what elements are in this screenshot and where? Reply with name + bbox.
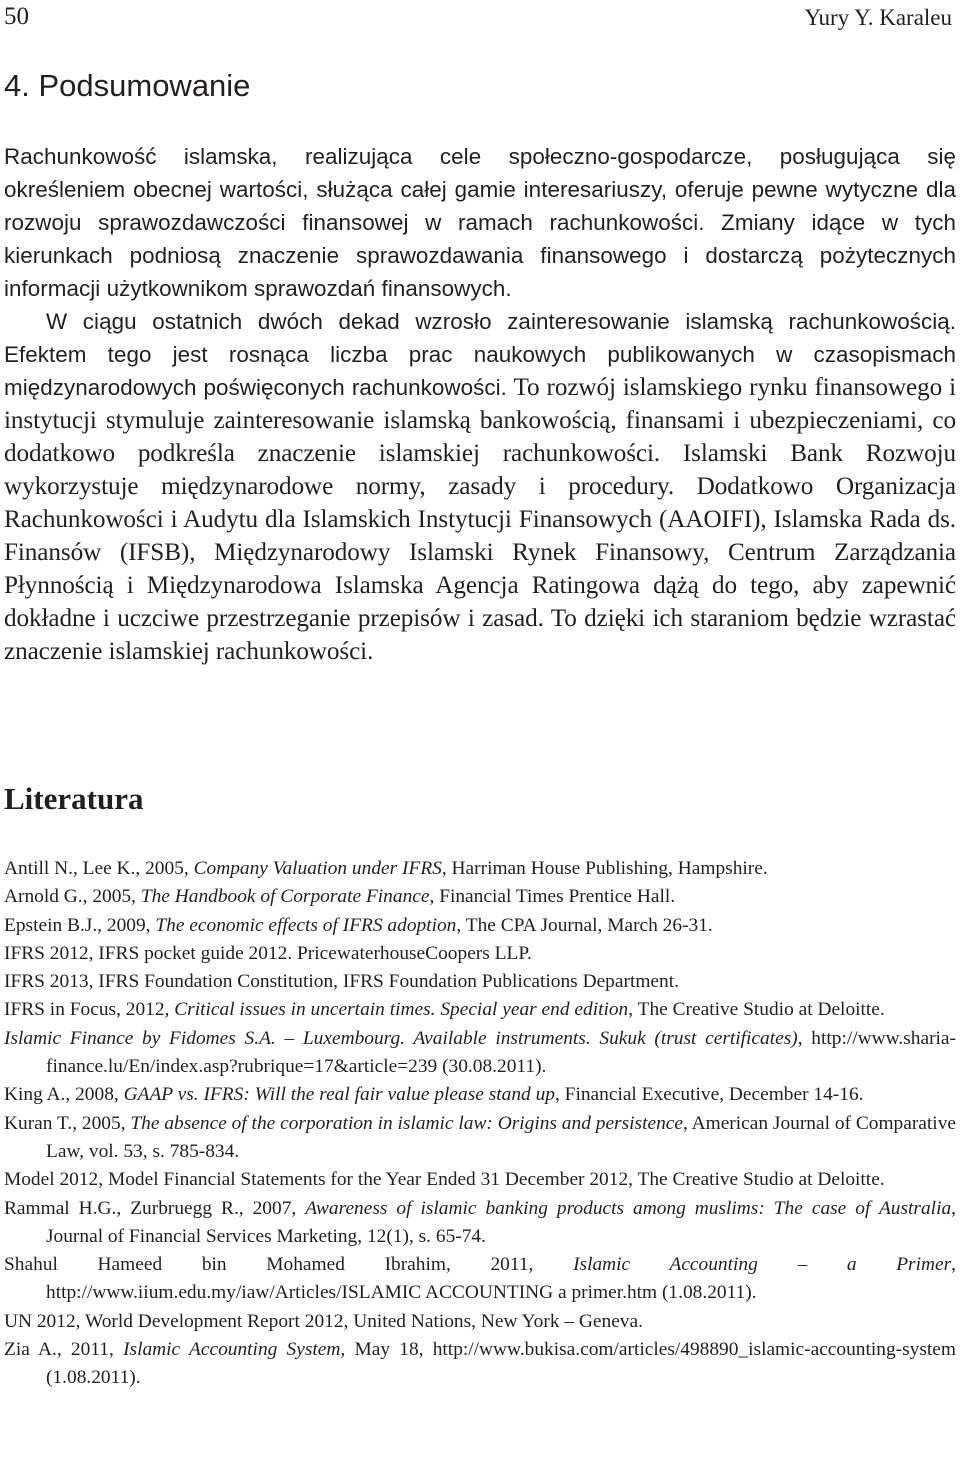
ref-text: , The CPA Journal, March 26-31. — [456, 914, 713, 936]
reference-item — [4, 1251, 956, 1308]
ref-title: Islamic Accounting System — [123, 1339, 341, 1361]
ref-text: IFRS in Focus, 2012, — [4, 999, 175, 1021]
reference-item — [4, 1195, 956, 1252]
reference-item — [4, 1308, 956, 1336]
reference-item — [4, 968, 956, 996]
section-title: 4. Podsumowanie — [4, 68, 251, 103]
ref-text: Arnold G., 2005, — [4, 886, 141, 908]
running-head-author: Yury Y. Karaleu — [804, 5, 952, 30]
ref-text: , The Creative Studio at Deloitte. — [628, 999, 885, 1021]
reference-item — [4, 883, 956, 911]
ref-text: , American Journal of Comparative Law, vol. 53, s. 785-834. — [46, 1112, 956, 1162]
ref-text: UN 2012, World Development Report 2012, United Nations, New York – Geneva. — [4, 1310, 643, 1332]
ref-title: Company Valuation under IFRS — [193, 858, 442, 879]
paragraph-2-part-a: W ciągu ostatnich dwóch dekad wzrosło zainteresowanie islamską rachunkowością. Efektem tego jest rosnąca liczba prac naukowych publikowanych w czasopismach międzynarodowych poświęconych rachunkowości. — [4, 309, 956, 400]
paragraph-1: Rachunkowość islamska, realizująca cele społeczno-gospodarcze, posługująca się określeniem obecnej wartości, służąca całej gamie interesariuszy, oferuje pewne wytyczne dla rozwoju sprawozdawczości finansowej w ramach rachunkowości. Zmiany idące w tych kierunkach podniosą znaczenie sprawozdawania finansowego i dostarczą pożytecznych informacji użytkownikom sprawozdań finansowych. — [4, 144, 956, 301]
ref-text: , Harriman House Publishing, Hampshire. — [441, 858, 768, 879]
section-body — [4, 140, 956, 668]
ref-text: , Journal of Financial Services Marketing, 12(1), s. 65-74. — [46, 1197, 957, 1247]
ref-text: Model 2012, Model Financial Statements for the Year Ended 31 December 2012, The Creative Studio at Deloitte. — [4, 1169, 885, 1191]
reference-item — [4, 1336, 956, 1393]
ref-title: GAAP vs. IFRS: Will the real fair value please stand up — [123, 1084, 555, 1106]
reference-item — [4, 1025, 956, 1082]
ref-title: Critical issues in uncertain times. Special year end edition — [174, 999, 629, 1021]
ref-text: Rammal H.G., Zurbruegg R., 2007, — [4, 1197, 306, 1219]
reference-item — [4, 912, 956, 940]
ref-text: Antill N., Lee K., 2005, — [4, 858, 194, 879]
paragraph-2-part-b: To rozwój islamskiego rynku finansowego i instytucji stymuluje zainteresowanie islamską bankowością, finansami i ubezpieczeniami, co dodatkowo podkreśla znaczenie islamskiej rachunkowości. Islamski Bank Rozwoju wykorzystuje międzynarodowe normy, zasady i procedury. Dodatkowo Organizacja Rachunkowości i Audytu dla Islamskich Instytucji Finansowych (AAOIFI), Islamska Rada ds. Finansów (IFSB), Międzynarodowy Islamski Rynek Finansowy, Centrum Zarządzania Płynnością i Międzynarodowa Islamska Agencja Ratingowa dążą do tego, aby zapewnić dokładne i uczciwe przestrzeganie przepisów i zasad. To dzięki ich staraniom będzie wzrastać znaczenie islamskiej rachunkowości. — [4, 374, 956, 665]
literature-title: Literatura — [4, 781, 144, 816]
paragraph-2 — [4, 305, 956, 668]
page-number: 50 — [4, 3, 29, 30]
ref-text: Zia A., 2011, — [4, 1339, 124, 1361]
ref-text: , http://www.sharia-finance.lu/En/index.asp?rubrique=17&article=239 (30.08.2011). — [46, 1027, 956, 1078]
ref-text: , Financial Executive, December 14-16. — [554, 1084, 864, 1106]
ref-text: Kuran T., 2005, — [4, 1112, 131, 1134]
ref-text: , http://www.iium.edu.my/iaw/Articles/ISLAMIC ACCOUNTING a primer.htm (1.08.2011). — [46, 1254, 956, 1304]
reference-list — [4, 855, 956, 1393]
reference-item — [4, 996, 956, 1024]
ref-title: Islamic Accounting – a Primer — [573, 1254, 952, 1276]
reference-item — [4, 940, 956, 968]
ref-text: Epstein B.J., 2009, — [4, 914, 156, 936]
ref-text: , May 18, http://www.bukisa.com/articles/498890_islamic-accounting-system (1.08.2011). — [46, 1339, 956, 1389]
reference-item — [4, 1166, 956, 1194]
reference-item — [4, 1081, 956, 1109]
page-header — [4, 0, 952, 40]
ref-title: Awareness of islamic banking products among muslims: The case of Australia — [305, 1197, 952, 1219]
reference-item — [4, 855, 956, 883]
reference-item — [4, 1110, 956, 1167]
ref-text: , Financial Times Prentice Hall. — [429, 886, 676, 908]
ref-text: IFRS 2012, IFRS pocket guide 2012. PricewaterhouseCoopers LLP. — [4, 942, 532, 964]
ref-text: Shahul Hameed bin Mohamed Ibrahim, 2011, — [4, 1254, 574, 1276]
ref-text: IFRS 2013, IFRS Foundation Constitution, IFRS Foundation Publications Department. — [4, 971, 679, 993]
ref-title: The absence of the corporation in islamic law: Origins and persistence — [130, 1112, 683, 1134]
ref-title: The economic effects of IFRS adoption — [155, 914, 457, 936]
ref-text: King A., 2008, — [4, 1084, 124, 1106]
ref-title: Islamic Finance by Fidomes S.A. – Luxembourg. Available instruments. Sukuk (trust certificates) — [4, 1027, 798, 1049]
ref-title: The Handbook of Corporate Finance — [140, 886, 430, 908]
